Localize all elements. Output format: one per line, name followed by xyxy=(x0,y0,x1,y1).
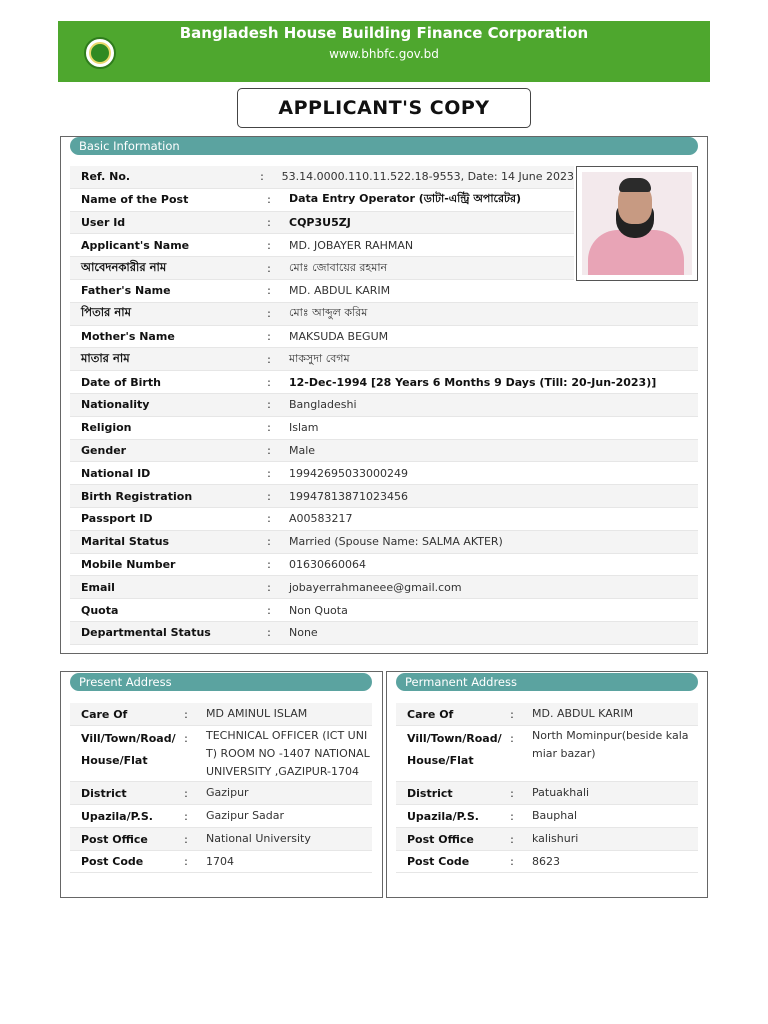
separator: : xyxy=(267,603,271,617)
ref-no-value: 53.14.0000.110.11.522.18-9553, Date: 14 June 2023 xyxy=(281,170,574,184)
birth-registration-value: 19947813871023456 xyxy=(289,489,408,503)
bangla-father-name-row xyxy=(70,303,698,326)
separator: : xyxy=(267,580,271,594)
nationality-row xyxy=(70,394,698,417)
separator: : xyxy=(267,512,271,526)
perm-care-of-value: MD. ABDUL KARIM xyxy=(532,707,634,720)
passport-id-label: Passport ID xyxy=(81,512,153,526)
separator: : xyxy=(510,855,514,868)
mother-s-name-value: MAKSUDA BEGUM xyxy=(289,329,389,343)
departmental-status-value: None xyxy=(289,626,318,640)
perm-upazila-p-s-row xyxy=(396,805,698,828)
present-district-label: District xyxy=(81,786,127,800)
perm-post-code-label: Post Code xyxy=(407,855,470,868)
user-id-row xyxy=(70,212,574,235)
separator: : xyxy=(184,809,188,823)
bangla-applicant-name-row xyxy=(70,257,574,280)
perm-vill-town-road-house-flat-value: North Mominpur(beside kala miar bazar) xyxy=(532,729,689,760)
basic-information-title: Basic Information xyxy=(70,137,698,155)
separator: : xyxy=(267,238,271,252)
separator: : xyxy=(260,170,264,184)
present-post-office-value: National University xyxy=(206,832,311,845)
applicant-photo xyxy=(576,166,698,281)
father-s-name-label: Father's Name xyxy=(81,284,171,298)
date-of-birth-row xyxy=(70,371,698,394)
name-of-the-post-label: Name of the Post xyxy=(81,193,189,207)
marital-status-row xyxy=(70,531,698,554)
birth-registration-row xyxy=(70,485,698,508)
separator: : xyxy=(267,443,271,457)
gender-value: Male xyxy=(289,443,316,457)
national-id-row xyxy=(70,462,698,485)
separator: : xyxy=(267,261,271,275)
quota-value: Non Quota xyxy=(289,603,348,617)
present-vill-town-road-house-flat-value: TECHNICAL OFFICER (ICT UNI T) ROOM NO -1407 NATIONAL UNIVERSITY ,GAZIPUR-1704 xyxy=(206,729,370,778)
perm-care-of-label: Care Of xyxy=(407,707,454,721)
separator: : xyxy=(184,786,188,800)
perm-vill-town-road-house-flat-label: Vill/Town/Road/ House/Flat xyxy=(407,732,502,767)
perm-post-office-label: Post Office xyxy=(407,832,474,846)
applicant-s-name-row xyxy=(70,234,574,257)
religion-label: Religion xyxy=(81,421,132,435)
separator: : xyxy=(184,832,188,846)
separator: : xyxy=(267,215,271,229)
passport-id-value: A00583217 xyxy=(289,512,353,526)
separator: : xyxy=(184,855,188,868)
nationality-label: Nationality xyxy=(81,398,150,412)
date-of-birth-label: Date of Birth xyxy=(81,375,161,389)
perm-post-office-value: kalishuri xyxy=(532,832,579,845)
national-id-label: National ID xyxy=(81,466,151,480)
perm-post-code-value: 8623 xyxy=(532,854,560,868)
copy-title: APPLICANT'S COPY xyxy=(237,88,531,128)
bangla-applicant-name-value: মোঃ জোবায়ের রহমান xyxy=(289,260,388,274)
present-post-code-row xyxy=(70,851,372,873)
separator: : xyxy=(184,707,188,721)
separator: : xyxy=(267,466,271,480)
present-post-office-label: Post Office xyxy=(81,832,148,846)
marital-status-label: Marital Status xyxy=(81,535,170,549)
applicant-s-name-label: Applicant's Name xyxy=(81,238,190,252)
present-upazila-p-s-row xyxy=(70,805,372,828)
present-upazila-p-s-value: Gazipur Sadar xyxy=(206,809,285,822)
user-id-value: CQP3U5ZJ xyxy=(289,215,351,229)
permanent-address-title: Permanent Address xyxy=(396,673,698,691)
perm-upazila-p-s-label: Upazila/P.S. xyxy=(407,809,479,823)
separator: : xyxy=(267,193,271,207)
bangla-applicant-name-label: আবেদনকারীর নাম xyxy=(81,259,167,274)
bangla-father-name-label: পিতার নাম xyxy=(81,305,131,320)
bangla-father-name-value: মোঃ আব্দুল করিম xyxy=(289,306,368,320)
perm-post-office-row xyxy=(396,828,698,851)
perm-vill-town-road-house-flat-row xyxy=(396,726,698,782)
email-label: Email xyxy=(81,580,115,594)
separator: : xyxy=(267,626,271,640)
email-value: jobayerrahmaneee@gmail.com xyxy=(289,580,462,594)
father-s-name-value: MD. ABDUL KARIM xyxy=(289,284,391,298)
gender-row xyxy=(70,440,698,463)
mobile-number-label: Mobile Number xyxy=(81,557,176,571)
separator: : xyxy=(267,398,271,412)
perm-upazila-p-s-value: Bauphal xyxy=(532,809,578,822)
organization-website[interactable]: www.bhbfc.gov.bd xyxy=(329,47,439,61)
nationality-value: Bangladeshi xyxy=(289,398,357,412)
perm-care-of-row xyxy=(396,703,698,726)
present-vill-town-road-house-flat-row xyxy=(70,726,372,782)
perm-post-code-row xyxy=(396,851,698,873)
page-header xyxy=(58,21,710,82)
present-upazila-p-s-label: Upazila/P.S. xyxy=(81,809,153,823)
separator: : xyxy=(267,307,271,321)
separator: : xyxy=(510,707,514,721)
marital-status-value: Married (Spouse Name: SALMA AKTER) xyxy=(289,535,503,549)
bangla-mother-name-value: মাকসুদা বেগম xyxy=(289,351,350,365)
present-care-of-value: MD AMINUL ISLAM xyxy=(206,707,308,720)
name-of-the-post-value: Data Entry Operator (ডাটা-এন্ট্রি অপারেটর) xyxy=(289,192,522,206)
perm-district-row xyxy=(396,782,698,805)
perm-district-label: District xyxy=(407,786,453,800)
separator: : xyxy=(510,832,514,846)
ref-no-row xyxy=(70,166,574,189)
present-district-value: Gazipur xyxy=(206,786,249,799)
gender-label: Gender xyxy=(81,443,127,457)
ref-no-label: Ref. No. xyxy=(81,170,131,184)
perm-district-value: Patuakhali xyxy=(532,786,590,799)
name-of-the-post-row xyxy=(70,189,574,212)
present-care-of-label: Care Of xyxy=(81,707,128,721)
father-s-name-row xyxy=(70,280,698,303)
birth-registration-label: Birth Registration xyxy=(81,489,193,503)
present-care-of-row xyxy=(70,703,372,726)
present-post-office-row xyxy=(70,828,372,851)
separator: : xyxy=(267,489,271,503)
separator: : xyxy=(510,786,514,800)
separator: : xyxy=(510,732,514,745)
separator: : xyxy=(184,732,188,745)
mother-s-name-row xyxy=(70,326,698,349)
separator: : xyxy=(267,421,271,435)
bangla-mother-name-row xyxy=(70,348,698,371)
separator: : xyxy=(267,284,271,298)
present-vill-town-road-house-flat-label: Vill/Town/Road/ House/Flat xyxy=(81,732,176,767)
present-address-title: Present Address xyxy=(70,673,372,691)
departmental-status-label: Departmental Status xyxy=(81,626,211,640)
email-row xyxy=(70,576,698,599)
separator: : xyxy=(510,809,514,823)
quota-row xyxy=(70,599,698,622)
mobile-number-row xyxy=(70,554,698,577)
separator: : xyxy=(267,352,271,366)
departmental-status-row xyxy=(70,622,698,645)
national-id-value: 19942695033000249 xyxy=(289,466,408,480)
separator: : xyxy=(267,535,271,549)
organization-name: Bangladesh House Building Finance Corporation xyxy=(179,24,589,42)
mother-s-name-label: Mother's Name xyxy=(81,329,175,343)
separator: : xyxy=(267,557,271,571)
date-of-birth-value: 12-Dec-1994 [28 Years 6 Months 9 Days (Till: 20-Jun-2023)] xyxy=(289,375,657,389)
mobile-number-value: 01630660064 xyxy=(289,557,366,571)
separator: : xyxy=(267,329,271,343)
present-post-code-value: 1704 xyxy=(206,854,234,868)
quota-label: Quota xyxy=(81,603,119,617)
bangla-mother-name-label: মাতার নাম xyxy=(81,350,130,365)
passport-id-row xyxy=(70,508,698,531)
user-id-label: User Id xyxy=(81,215,126,229)
present-post-code-label: Post Code xyxy=(81,855,144,868)
religion-row xyxy=(70,417,698,440)
separator: : xyxy=(267,375,271,389)
present-district-row xyxy=(70,782,372,805)
applicant-s-name-value: MD. JOBAYER RAHMAN xyxy=(289,238,414,252)
religion-value: Islam xyxy=(289,421,319,435)
